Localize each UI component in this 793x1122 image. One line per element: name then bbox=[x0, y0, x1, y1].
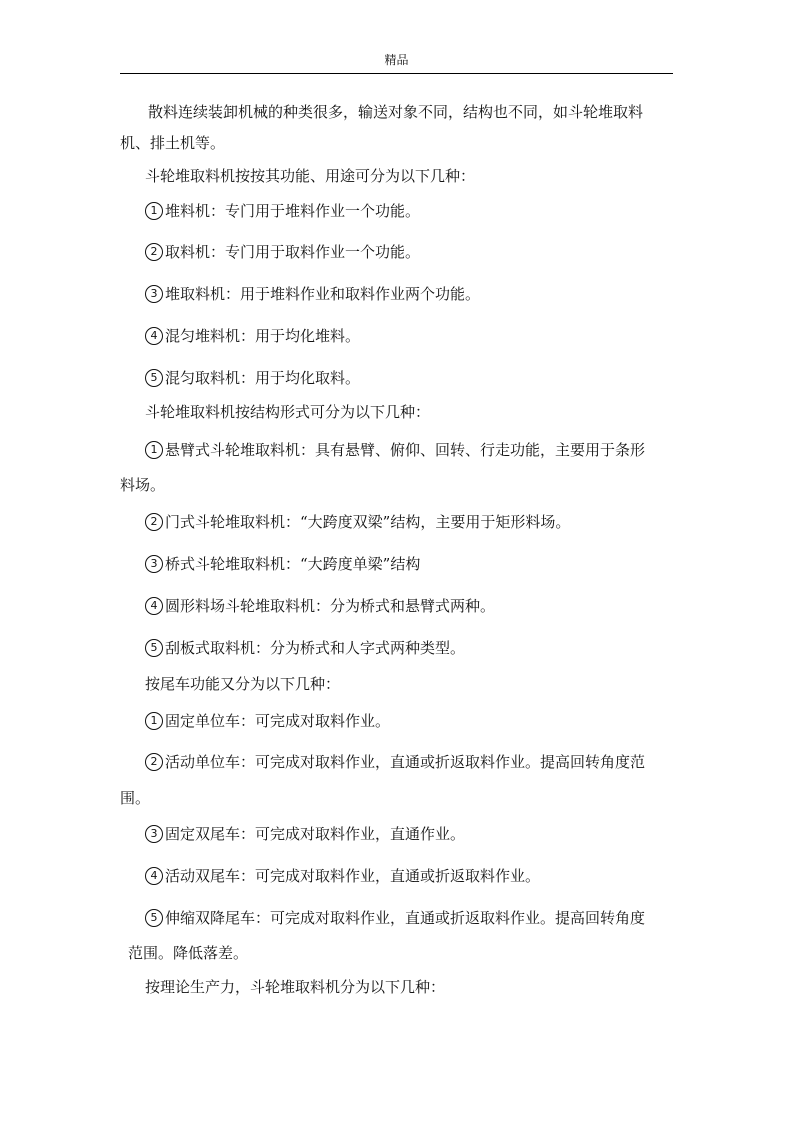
list-item-text: 桥式斗轮堆取料机：“大跨度单梁”结构 bbox=[165, 555, 421, 573]
list-item-text: 混匀取料机：用于均化取料。 bbox=[165, 369, 361, 387]
paragraph-line: 范围。降低落差。 bbox=[128, 944, 249, 962]
circled-number-marker: 5 bbox=[145, 909, 163, 927]
list-item-text: 活动双尾车：可完成对取料作业，直通或折返取料作业。 bbox=[165, 867, 541, 885]
list-item bbox=[145, 512, 570, 532]
circled-number-marker: 3 bbox=[145, 555, 163, 573]
circled-number-marker: 4 bbox=[145, 327, 163, 345]
list-item-text: 圆形料场斗轮堆取料机：分为桥式和悬臂式两种。 bbox=[165, 597, 496, 615]
list-item bbox=[145, 596, 495, 616]
circled-number-marker: 5 bbox=[145, 639, 163, 657]
list-item-text: 悬臂式斗轮堆取料机：具有悬臂、俯仰、回转、行走功能，主要用于条形 bbox=[165, 441, 646, 459]
list-item bbox=[145, 638, 465, 658]
circled-number-marker: 3 bbox=[145, 285, 163, 303]
circled-number-marker: 2 bbox=[145, 753, 163, 771]
list-item-text: 堆取料机：用于堆料作业和取料作业两个功能。 bbox=[165, 285, 481, 303]
circled-number-marker: 1 bbox=[145, 202, 163, 220]
list-item bbox=[145, 866, 540, 886]
paragraph-line: 按理论生产力，斗轮堆取料机分为以下几种： bbox=[145, 978, 446, 996]
circled-number-marker: 4 bbox=[145, 597, 163, 615]
circled-number-marker: 4 bbox=[145, 867, 163, 885]
list-item-text: 取料机：专门用于取料作业一个功能。 bbox=[165, 243, 421, 261]
list-item-text: 伸缩双降尾车：可完成对取料作业，直通或折返取料作业。提高回转角度 bbox=[165, 909, 646, 927]
list-item-text: 门式斗轮堆取料机：“大跨度双梁”结构，主要用于矩形料场。 bbox=[165, 513, 571, 531]
circled-number-marker: 1 bbox=[145, 441, 163, 459]
list-item bbox=[145, 284, 480, 304]
list-item bbox=[145, 554, 420, 574]
list-item bbox=[145, 201, 420, 221]
list-item-text: 固定双尾车：可完成对取料作业，直通作业。 bbox=[165, 825, 466, 843]
header-divider bbox=[120, 73, 673, 74]
list-item bbox=[145, 326, 360, 346]
paragraph-line: 料场。 bbox=[120, 476, 166, 494]
list-item bbox=[145, 368, 360, 388]
paragraph-line: 斗轮堆取料机按结构形式可分为以下几种： bbox=[145, 403, 431, 421]
paragraph-line: 机、排土机等。 bbox=[120, 134, 226, 152]
list-item bbox=[145, 440, 645, 460]
list-item bbox=[145, 711, 390, 731]
paragraph-line: 散料连续装卸机械的种类很多，输送对象不同，结构也不同，如斗轮堆取料 bbox=[148, 103, 644, 121]
list-item-text: 刮板式取料机：分为桥式和人字式两种类型。 bbox=[165, 639, 466, 657]
page-header-title: 精品 bbox=[384, 53, 409, 67]
list-item-text: 固定单位车：可完成对取料作业。 bbox=[165, 712, 391, 730]
list-item bbox=[145, 908, 645, 928]
circled-number-marker: 2 bbox=[145, 243, 163, 261]
circled-number-marker: 2 bbox=[145, 513, 163, 531]
list-item-text: 混匀堆料机：用于均化堆料。 bbox=[165, 327, 361, 345]
paragraph-line: 围。 bbox=[120, 789, 151, 807]
circled-number-marker: 5 bbox=[145, 369, 163, 387]
list-item-text: 堆料机：专门用于堆料作业一个功能。 bbox=[165, 202, 421, 220]
circled-number-marker: 1 bbox=[145, 712, 163, 730]
list-item bbox=[145, 824, 465, 844]
paragraph-line: 斗轮堆取料机按按其功能、用途可分为以下几种： bbox=[145, 167, 476, 185]
paragraph-line: 按尾车功能又分为以下几种： bbox=[145, 675, 341, 693]
list-item-text: 活动单位车：可完成对取料作业，直通或折返取料作业。提高回转角度范 bbox=[165, 753, 646, 771]
circled-number-marker: 3 bbox=[145, 825, 163, 843]
list-item bbox=[145, 752, 645, 772]
list-item bbox=[145, 242, 420, 262]
